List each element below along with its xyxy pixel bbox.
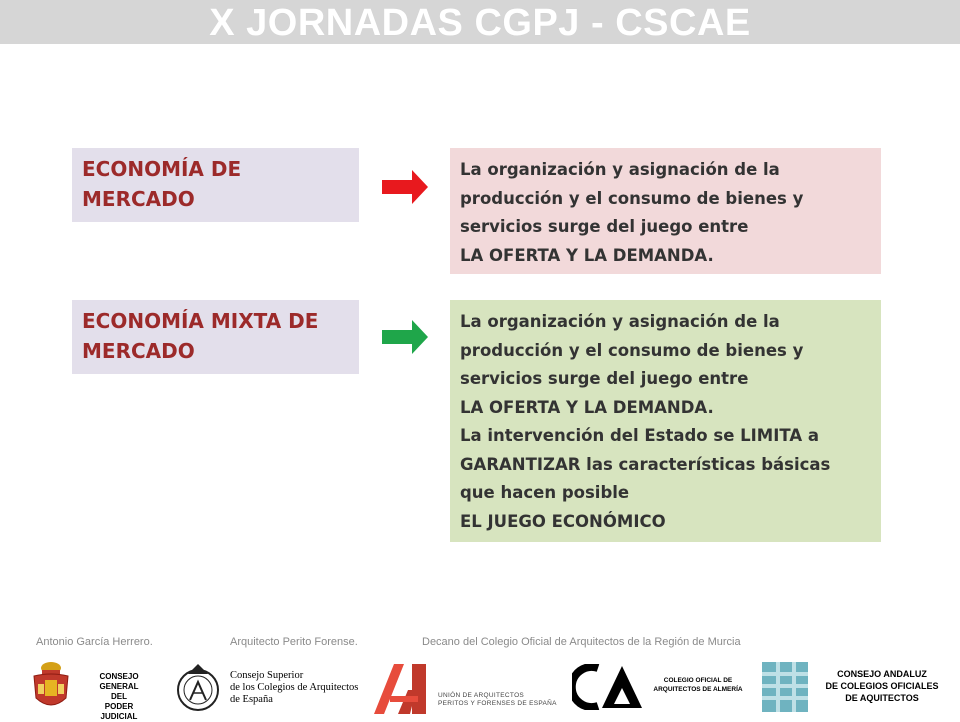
description-line: La organización y asignación de la [460,160,780,179]
description-line: LA OFERTA Y LA DEMANDA. [460,245,714,265]
description-box-market-economy [450,148,881,274]
slide-title: X JORNADAS CGPJ - CSCAE [209,2,751,44]
concept-line: MERCADO [82,339,195,363]
cgpj-crest-icon [30,660,72,714]
arrow-right-icon [382,170,428,204]
description-line: LA OFERTA Y LA DEMANDA. [460,397,714,417]
concept-box-mixed-market-economy [72,300,359,374]
footer-position: Decano del Colegio Oficial de Arquitectos de la Región de Murcia [422,636,741,648]
cscae-emblem-icon [174,660,222,714]
arrow-right-icon [382,320,428,354]
footer-role: Arquitecto Perito Forense. [230,636,358,648]
concept-box-market-economy [72,148,359,222]
concept-line: MERCADO [82,187,195,211]
logo-strip [0,654,960,720]
andaluz-logo-icon [762,662,808,712]
cscae-logo-text: Consejo Superior de los Colegios de Arquitectos de España [230,670,359,705]
description-line: producción y el consumo de bienes y [460,188,804,208]
description-line: GARANTIZAR las características básicas [460,454,831,474]
description-line: La intervención del Estado se LIMITA a [460,426,819,445]
description-line: La organización y asignación de la [460,312,780,331]
description-line: EL JUEGO ECONÓMICO [460,511,666,531]
description-line: servicios surge del juego entre [460,369,749,388]
description-line: servicios surge del juego entre [460,217,749,236]
cgpj-logo-text: CONSEJO GENERAL DEL PODER JUDICIAL [99,672,139,721]
uaaf-logo-text: UNIÓN DE ARQUITECTOS PERITOS Y FORENSES DE ESPAÑA [438,692,557,707]
uaaf-logo-icon [372,660,428,714]
footer-author: Antonio García Herrero. [36,636,153,648]
almeria-logo-text: COLEGIO OFICIAL DE ARQUITECTOS DE ALMERÍA [653,677,743,693]
description-box-mixed-market-economy [450,300,881,542]
description-line: producción y el consumo de bienes y [460,340,804,360]
andaluz-logo-text: CONSEJO ANDALUZ DE COLEGIOS OFICIALES DE AQUITECTOS [825,669,939,703]
concept-line: ECONOMÍA MIXTA DE [82,309,319,333]
concept-line: ECONOMÍA DE [82,157,242,181]
almeria-logo-icon [572,664,642,710]
description-line: que hacen posible [460,483,630,502]
